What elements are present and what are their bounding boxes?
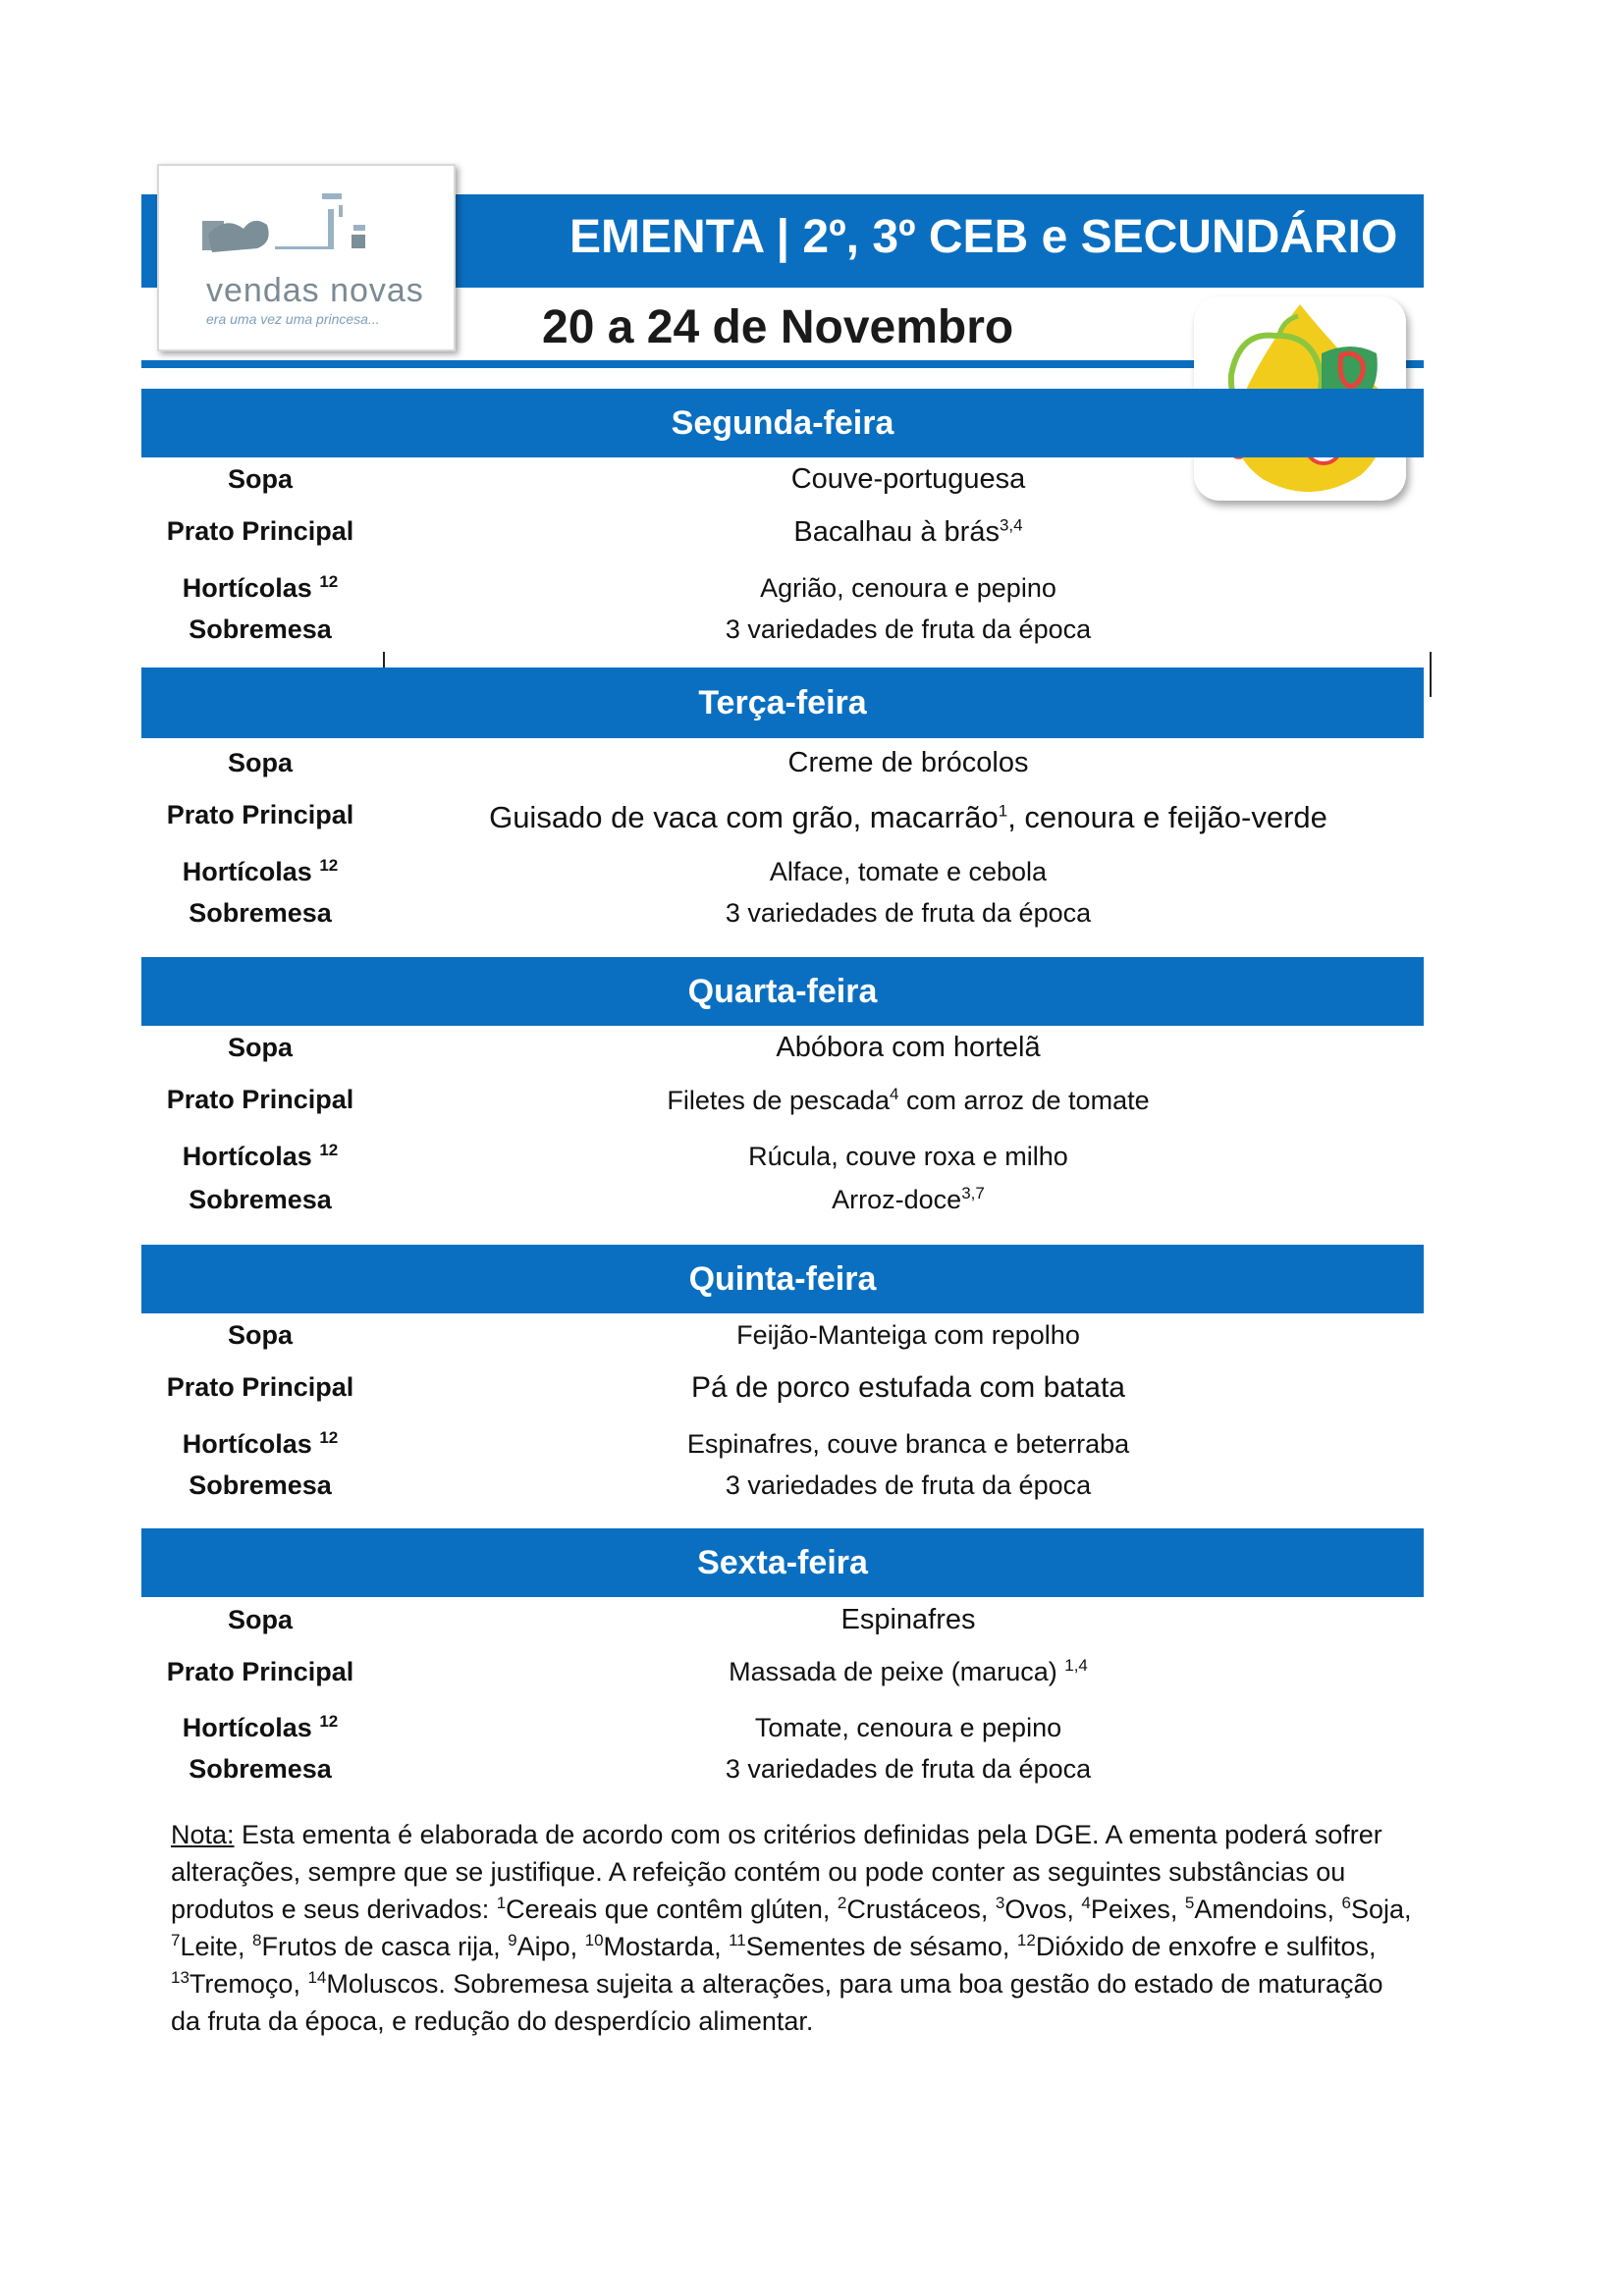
allergen-number: 10 — [584, 1931, 604, 1949]
table-rule-mark — [1430, 652, 1432, 697]
label-sobremesa: Sobremesa — [189, 1754, 332, 1784]
allergen-name: Crustáceos, — [846, 1895, 996, 1924]
day-header-thursday: Quinta-feira — [141, 1245, 1424, 1313]
value-prato: Pá de porco estufada com batata — [691, 1371, 1125, 1404]
allergen-name: Leite, — [180, 1932, 253, 1961]
label-prato: Prato Principal — [166, 516, 354, 546]
allergen-number: 14 — [307, 1968, 327, 1987]
allergen-name: Sementes de sésamo, — [745, 1932, 1017, 1961]
allergen-name: Aipo, — [516, 1932, 585, 1961]
label-horticolas: Hortícolas $^{12}$ — [182, 572, 339, 603]
value-sobremesa: 3 variedades de fruta da época — [725, 1470, 1092, 1500]
value-prato: Filetes de pescada$^4$ com arroz de tomate — [667, 1085, 1150, 1115]
allergen-number: 13 — [171, 1968, 189, 1987]
allergen-name: Mostarda, — [603, 1932, 730, 1961]
allergen-name: Cereais que contêm glúten, — [506, 1895, 838, 1924]
value-sopa: Couve-portuguesa — [790, 463, 1026, 495]
label-prato: Prato Principal — [166, 1372, 354, 1402]
day-header-wednesday: Quarta-feira — [141, 957, 1424, 1026]
value-prato: Bacalhau à brás$^{3,4}$ — [793, 515, 1023, 548]
allergen-number: 1 — [496, 1894, 507, 1912]
allergen-name: Tremoço, — [189, 1969, 308, 1999]
value-horticolas: Rúcula, couve roxa e milho — [748, 1142, 1068, 1171]
week-range: 20 a 24 de Novembro — [542, 301, 1014, 353]
label-sopa: Sopa — [227, 1320, 293, 1350]
allergen-number: 6 — [1341, 1894, 1351, 1912]
value-sobremesa: 3 variedades de fruta da época — [725, 1754, 1092, 1784]
logo-name: vendas novas — [206, 272, 424, 309]
allergen-number: 7 — [171, 1931, 181, 1949]
label-horticolas: Hortícolas $^{12}$ — [182, 856, 339, 886]
logo-tagline: era uma vez uma princesa... — [206, 311, 380, 327]
label-horticolas: Hortícolas $^{12}$ — [182, 1712, 339, 1742]
allergen-number: 12 — [1016, 1931, 1036, 1949]
value-sopa: Abóbora com hortelã — [776, 1032, 1041, 1063]
label-sobremesa: Sobremesa — [189, 1470, 332, 1500]
value-horticolas: Tomate, cenoura e pepino — [754, 1713, 1062, 1742]
day-header-friday: Sexta-feira — [141, 1528, 1424, 1597]
table-rule-mark — [383, 652, 385, 667]
allergen-number: 11 — [729, 1931, 746, 1949]
value-sobremesa: 3 variedades de fruta da época — [725, 898, 1092, 928]
allergen-number: 9 — [508, 1931, 517, 1949]
value-prato: Massada de peixe (maruca) $^{1,4}$ — [729, 1656, 1088, 1686]
label-sopa: Sopa — [227, 1033, 293, 1062]
value-sobremesa: Arroz-doce$^{3,7}$ — [832, 1184, 985, 1214]
allergen-name: Dióxido de enxofre e sulfitos, — [1035, 1932, 1377, 1961]
allergen-name: Frutos de casca rija, — [261, 1932, 509, 1961]
label-sopa: Sopa — [227, 464, 293, 494]
allergen-name: Peixes, — [1090, 1895, 1185, 1924]
allergen-name: Ovos, — [1004, 1895, 1082, 1924]
label-prato: Prato Principal — [166, 1085, 354, 1114]
label-prato: Prato Principal — [166, 1657, 354, 1686]
value-horticolas: Agrião, cenoura e pepino — [760, 573, 1056, 603]
allergen-note — [171, 1816, 1418, 2040]
value-sopa: Espinafres — [840, 1604, 976, 1635]
allergen-number: 2 — [837, 1894, 847, 1912]
value-horticolas: Alface, tomate e cebola — [769, 857, 1048, 886]
day-header-tuesday: Terça-feira — [141, 667, 1424, 738]
allergen-number: 3 — [995, 1894, 1005, 1912]
label-prato: Prato Principal — [166, 800, 354, 829]
label-sobremesa: Sobremesa — [189, 614, 332, 644]
allergen-number: 8 — [252, 1931, 262, 1949]
value-sopa: Feijão-Manteiga com repolho — [736, 1320, 1080, 1350]
label-sobremesa: Sobremesa — [189, 1185, 332, 1214]
label-sopa: Sopa — [227, 748, 293, 777]
allergen-number: 5 — [1184, 1894, 1195, 1912]
castle-icon — [159, 166, 454, 274]
note-intro: Esta ementa é elaborada de acordo com os critérios definidas pela DGE. A ementa poderá sofrer alterações, sempre que se justifique. A refeição contém ou pode conter as seguintes substâncias ou produtos e seus derivados: — [171, 1820, 1382, 1924]
value-sopa: Creme de brócolos — [787, 747, 1029, 778]
label-horticolas: Hortícolas $^{12}$ — [182, 1428, 339, 1459]
value-horticolas: Espinafres, couve branca e beterraba — [686, 1429, 1130, 1459]
value-sobremesa: 3 variedades de fruta da época — [725, 614, 1092, 644]
allergen-name: Moluscos. — [326, 1969, 446, 1999]
value-prato: Guisado de vaca com grão, macarrão$^1$, cenoura e feijão-verde — [489, 800, 1327, 834]
municipality-logo — [157, 164, 456, 351]
allergen-number: 4 — [1081, 1894, 1091, 1912]
menu-title: EMENTA | 2º, 3º CEB e SECUNDÁRIO — [569, 211, 1398, 263]
note-label: Nota: — [171, 1820, 235, 1849]
day-header-monday: Segunda-feira — [141, 389, 1424, 457]
label-sopa: Sopa — [227, 1605, 293, 1634]
allergen-name: Soja, — [1350, 1895, 1412, 1924]
note-outro: Sobremesa sujeita a alterações, para uma boa gestão do estado de maturação da fruta da época, e redução do desperdício alimentar. — [171, 1969, 1383, 2036]
allergen-name: Amendoins, — [1194, 1895, 1342, 1924]
label-horticolas: Hortícolas $^{12}$ — [182, 1141, 339, 1171]
label-sobremesa: Sobremesa — [189, 898, 332, 928]
